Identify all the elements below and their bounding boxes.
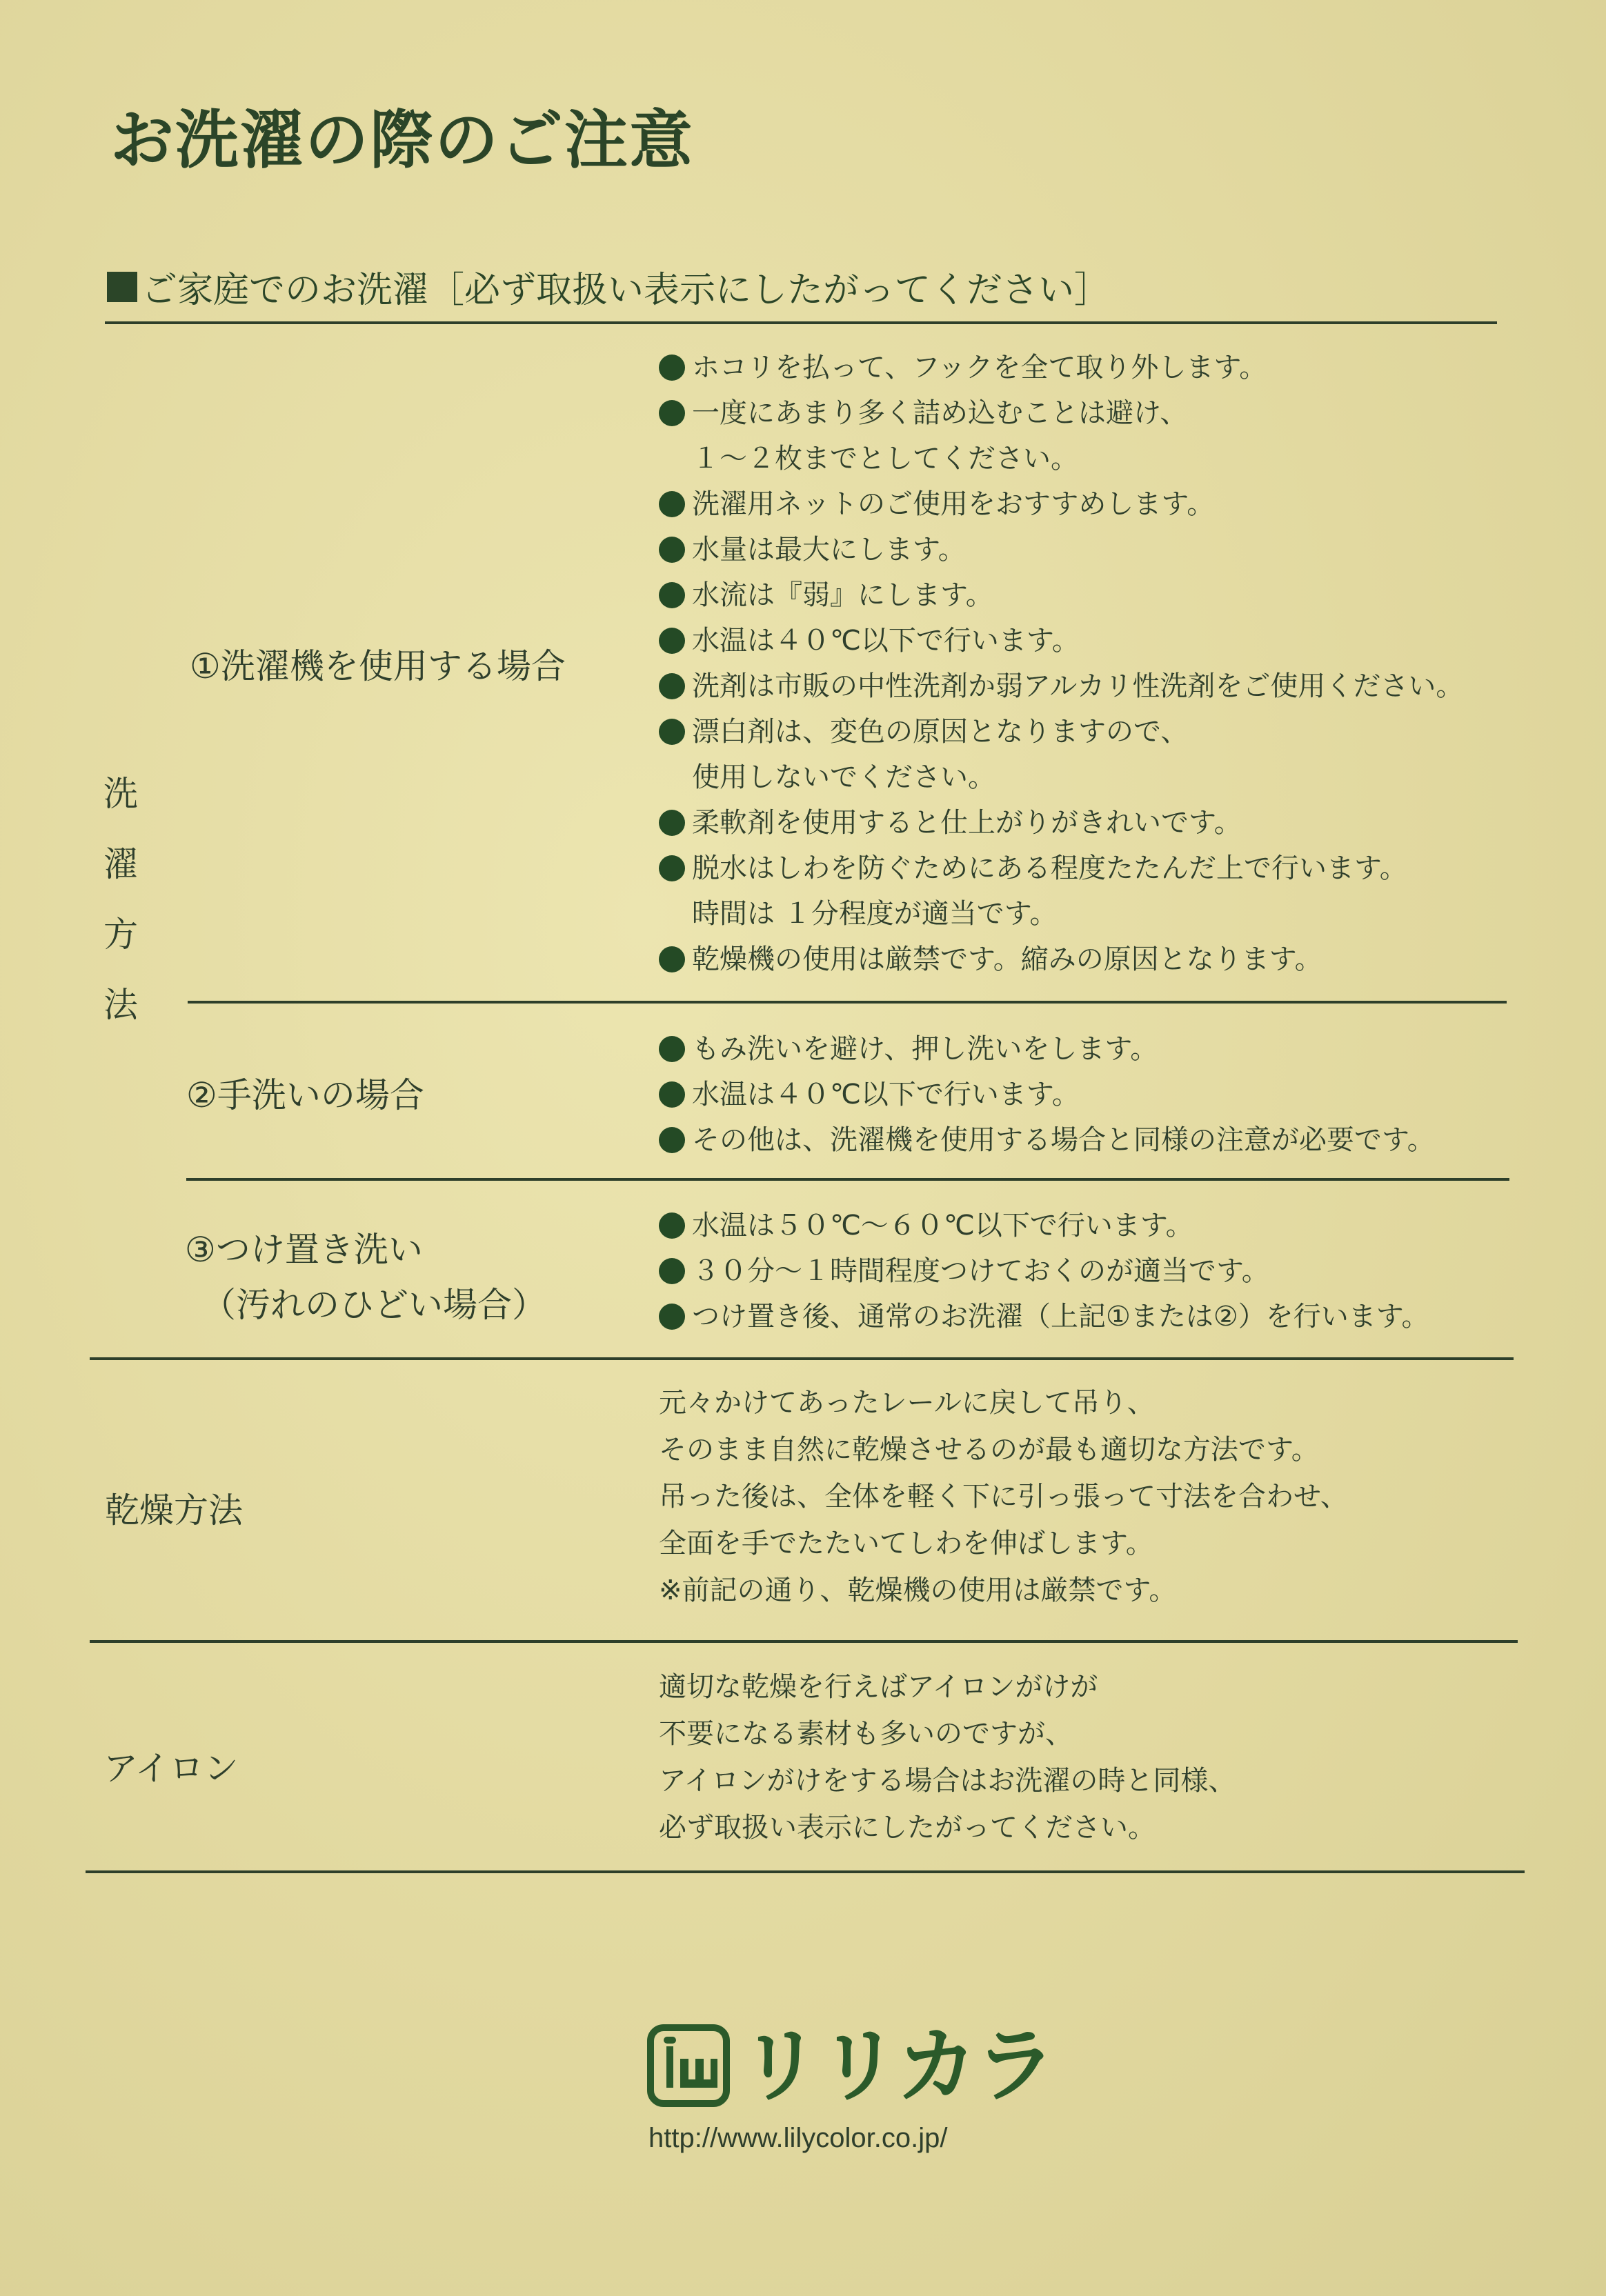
bullet-icon	[659, 628, 685, 654]
list-item: 一度にあまり多く詰め込むことは避け、	[659, 390, 1463, 436]
bullet-icon	[659, 673, 685, 699]
washing-method-label	[100, 759, 141, 1040]
washing-method-char: 方	[103, 915, 138, 955]
drying-line: そのまま自然に乾燥させるのが最も適切な方法です。	[659, 1434, 1319, 1466]
list-item: 水量は最大にします。	[659, 527, 1463, 572]
iron-line: 必ず取扱い表示にしたがってください。	[659, 1812, 1156, 1844]
bullet-icon	[659, 491, 685, 517]
list-item: 水流は『弱』にします。	[659, 572, 1463, 618]
list-item: つけ置き後、通常のお洗濯（上記①または②）を行います。	[659, 1294, 1429, 1339]
list-item: 水温は５０℃～６０℃以下で行います。	[659, 1203, 1429, 1248]
list-item: 水温は４０℃以下で行います。	[659, 1072, 1435, 1117]
list-item: ホコリを払って、フックを全て取り外します。	[659, 345, 1463, 390]
rule-after-drying	[90, 1640, 1518, 1643]
washing-method-char: 洗	[103, 774, 138, 814]
brand-name: リリカラ	[740, 2018, 1053, 2113]
bullet-icon	[659, 537, 685, 563]
drying-method-label: 乾燥方法	[105, 1490, 243, 1530]
machine-wash-label: ①洗濯機を使用する場合	[190, 646, 566, 686]
list-item-continuation: 使用しないでください。	[692, 761, 995, 793]
list-item: 洗濯用ネットのご使用をおすすめします。	[659, 481, 1463, 527]
bullet-icon	[659, 946, 685, 972]
bullet-icon	[659, 582, 685, 608]
drying-method-text	[659, 1379, 1348, 1614]
list-item: もみ洗いを避け、押し洗いをします。	[659, 1026, 1435, 1072]
list-item-continuation: １～２枚までとしてください。	[692, 443, 1078, 475]
machine-wash-list	[659, 345, 1463, 982]
list-item: 柔軟剤を使用すると仕上がりがきれいです。	[659, 800, 1463, 846]
list-item: その他は、洗濯機を使用する場合と同様の注意が必要です。	[659, 1117, 1435, 1163]
bullet-icon	[659, 1212, 685, 1239]
brand-logo	[647, 2018, 1053, 2113]
rule-after-hand	[186, 1178, 1509, 1181]
list-item: 水温は４０℃以下で行います。	[659, 618, 1463, 663]
brand-url: http://www.lilycolor.co.jp/	[648, 2123, 948, 2153]
washing-method-char: 濯	[103, 844, 138, 884]
list-item: 洗剤は市販の中性洗剤か弱アルカリ性洗剤をご使用ください。	[659, 663, 1463, 709]
soak-wash-sublabel: （汚れのひどい場合）	[201, 1285, 546, 1325]
bullet-icon	[659, 400, 685, 426]
rule-after-machine	[188, 1001, 1507, 1004]
bullet-icon	[659, 1127, 685, 1153]
section-heading	[107, 261, 1110, 312]
iron-line: 不要になる素材も多いのですが、	[659, 1718, 1073, 1750]
iron-line: アイロンがけをする場合はお洗濯の時と同様、	[659, 1765, 1236, 1797]
bullet-icon	[659, 1258, 685, 1284]
hand-wash-label: ②手洗いの場合	[186, 1075, 424, 1115]
page-title: お洗濯の際のご注意	[110, 103, 695, 177]
lily-logo-icon	[647, 2024, 730, 2107]
list-item: 脱水はしわを防ぐためにある程度たたんだ上で行います。	[659, 846, 1463, 891]
hand-wash-list	[659, 1026, 1435, 1163]
bullet-icon	[659, 1304, 685, 1330]
drying-line: ※前記の通り、乾燥機の使用は厳禁です。	[659, 1575, 1177, 1606]
drying-line: 元々かけてあったレールに戻して吊り、	[659, 1387, 1155, 1419]
rule-after-washing	[90, 1357, 1514, 1360]
bullet-icon	[659, 355, 685, 381]
drying-line: 全面を手でたたいてしわを伸ばします。	[659, 1528, 1153, 1559]
drying-line: 吊った後は、全体を軽く下に引っ張って寸法を合わせ、	[659, 1481, 1348, 1513]
soak-wash-list	[659, 1203, 1429, 1339]
list-item: ３０分～１時間程度つけておくのが適当です。	[659, 1248, 1429, 1294]
rule-after-iron	[86, 1870, 1525, 1873]
section-heading-text: ご家庭でのお洗濯［必ず取扱い表示にしたがってください］	[141, 270, 1111, 311]
list-item: 乾燥機の使用は厳禁です。縮みの原因となります。	[659, 937, 1463, 982]
iron-label: アイロン	[103, 1748, 239, 1788]
bullet-icon	[659, 719, 685, 745]
bullet-icon	[659, 855, 685, 881]
square-bullet-icon	[107, 272, 137, 302]
bullet-icon	[659, 1036, 685, 1062]
bullet-icon	[659, 810, 685, 836]
rule-under-heading	[105, 321, 1497, 324]
soak-wash-label: ③つけ置き洗い	[185, 1230, 423, 1270]
bullet-icon	[659, 1081, 685, 1108]
iron-text	[659, 1664, 1236, 1851]
iron-line: 適切な乾燥を行えばアイロンがけが	[659, 1671, 1098, 1703]
washing-method-char: 法	[103, 985, 138, 1025]
list-item: 漂白剤は、変色の原因となりますので、	[659, 709, 1463, 755]
list-item-continuation: 時間は １分程度が適当です。	[692, 898, 1058, 930]
